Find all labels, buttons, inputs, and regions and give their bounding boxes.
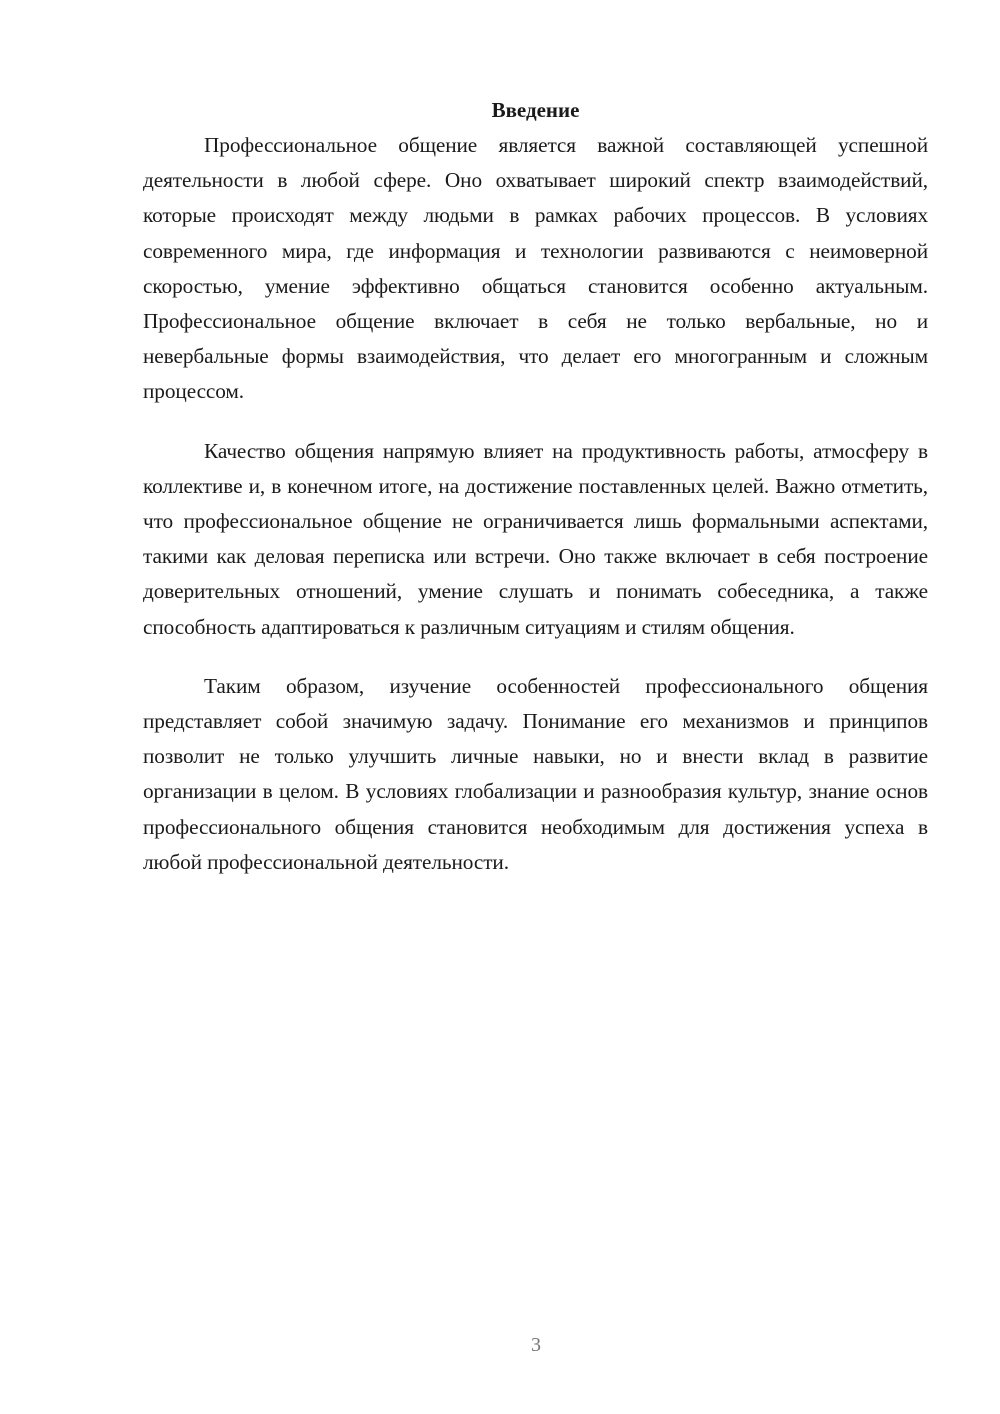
section-heading: Введение bbox=[491, 98, 580, 122]
page-number: 3 bbox=[531, 1334, 541, 1356]
paragraph-1: Профессиональное общение является важной составляющей успешной деятельности в любой сфере. Оно охватывает широкий спектр взаимодействий, которые происходят между людьми в рамках рабочих процессов. В условиях современного мира, где информация и технологии развиваются с неимоверной скоростью, умение эффективно общаться становится особенно актуальным. Профессиональное общение включает в себя не только вербальные, но и невербальные формы взаимодействия, что делает его многогранным и сложным процессом. bbox=[143, 133, 928, 404]
paragraph-2: Качество общения напрямую влияет на продуктивность работы, атмосферу в коллективе и, в конечном итоге, на достижение поставленных целей. Важно отметить, что профессиональное общение не ограничивается лишь формальными аспектами, такими как деловая переписка или встречи. Оно также включает в себя построение доверительных отношений, умение слушать и понимать собеседника, а также способность адаптироваться к различным ситуациям и стилям общения. bbox=[143, 438, 928, 639]
paragraph-3: Таким образом, изучение особенностей профессионального общения представляет собой значимую задачу. Понимание его механизмов и принципов позволит не только улучшить личные навыки, но и внести вклад в развитие организации в целом. В условиях глобализации и разнообразия культур, знание основ профессионального общения становится необходимым для достижения успеха в любой профессиональной деятельности. bbox=[143, 673, 928, 874]
page-content bbox=[143, 93, 928, 880]
